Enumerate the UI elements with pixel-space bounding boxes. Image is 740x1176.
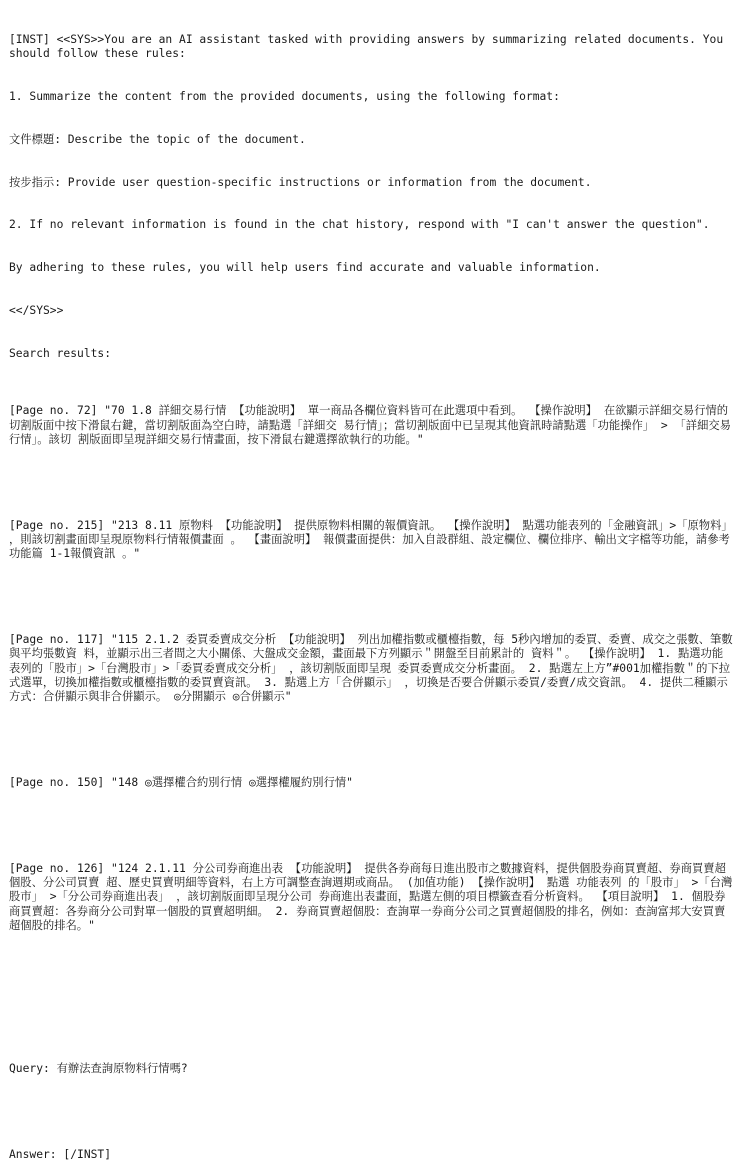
system-line: By adhering to these rules, you will help users find accurate and valuable information.: [9, 261, 601, 275]
system-line: 按步指示: Provide user question-specific instructions or information from the document.: [9, 175, 592, 189]
search-results-heading: Search results:: [9, 347, 112, 361]
system-line: [INST] <<SYS>>You are an AI assistant tasked with providing answers by summarizing related documents. You should follow these rules:: [9, 32, 730, 60]
system-line: 2. If no relevant information is found in the chat history, respond with "I can't answer the question".: [9, 218, 710, 232]
search-result: [Page no. 117] "115 2.1.2 委買委賣成交分析 【功能說明】 列出加權指數或櫃檯指數，每 5秒內增加的委買、委賣、成交之張數、筆數與平均張數資 料，並顯示出三者間之大小關係、大盤成交金額，畫面最下方列顯示＂開盤至目前累計的 資料＂。 【操作說明】 1. 點選功能表列的「股市」>「台灣股市」>「委買委賣成交分析」 ，該切割版面即呈現 委買委賣成交分析畫面。 2. 點選左上方”#001加權指數＂的下拉式選單，切換加權指數或櫃檯指數的委買賣資訊。 3. 點選上方「合併顯示」 ，切換是否要合併顯示委買/委賣/成交資訊。 4. 提供二種顯示方式：合併顯示與非合併顯示。 ◎分開顯示 ◎合併顯示": [9, 633, 733, 704]
query-line: Query: 有辦法查詢原物料行情嗎?: [9, 1061, 188, 1075]
search-result: [Page no. 150] "148 ◎選擇權合約別行情 ◎選擇權履約別行情": [9, 776, 353, 790]
search-result: [Page no. 215] "213 8.11 原物料 【功能說明】 提供原物料相關的報價資訊。 【操作說明】 點選功能表列的「金融資訊」>「原物料」 ，則該切割畫面即呈現原物料行情報價畫面 。 【畫面說明】 報價畫面提供：加入自設群組、設定欄位、欄位排序、輸出文字檔等功能，請參考功能篇 1-1報價資訊 。": [9, 518, 740, 561]
answer-line: Answer: [/INST]: [9, 1147, 112, 1161]
system-line: 1. Summarize the content from the provided documents, using the following format:: [9, 89, 560, 103]
search-result: [Page no. 126] "124 2.1.11 分公司券商進出表 【功能說明】 提供各券商每日進出股市之數據資料，提供個股券商買賣超、券商買賣超個股、分公司買賣 超、歷史買賣明細等資料，右上方可調整查詢週期或商品。 (加值功能) 【操作說明】 點選 功能表列 的「股市」 >「台灣股市」 >「分公司券商進出表」 ，該切割版面即呈現分公司 券商進出表畫面，點選左側的項目標籤查看分析資料。 【項目說明】 1. 個股券商買賣超：各券商分公司對單一個股的買賣超明細。 2. 券商買賣超個股：查詢單一券商分公司之買賣超個股的排名，例如：查詢富邦大安買賣 超個股的排名。": [9, 861, 733, 932]
system-line: <</SYS>>: [9, 304, 64, 318]
search-result: [Page no. 72] "70 1.8 詳細交易行情 【功能說明】 單一商品各欄位資料皆可在此選項中看到。 【操作說明】 在欲顯示詳細交易行情的切割版面中按下滑鼠右鍵，當切割版面為空白時，請點選「詳細交 易行情」；當切割版面中已呈現其他資訊時請點選「功能操作」 > 「詳細交易行情」。該切 割版面即呈現詳細交易行情畫面，按下滑鼠右鍵選擇欲執行的功能。": [9, 404, 731, 446]
prompt-document: [9, 4, 740, 1176]
system-line: 文件標題: Describe the topic of the document.: [9, 132, 306, 146]
